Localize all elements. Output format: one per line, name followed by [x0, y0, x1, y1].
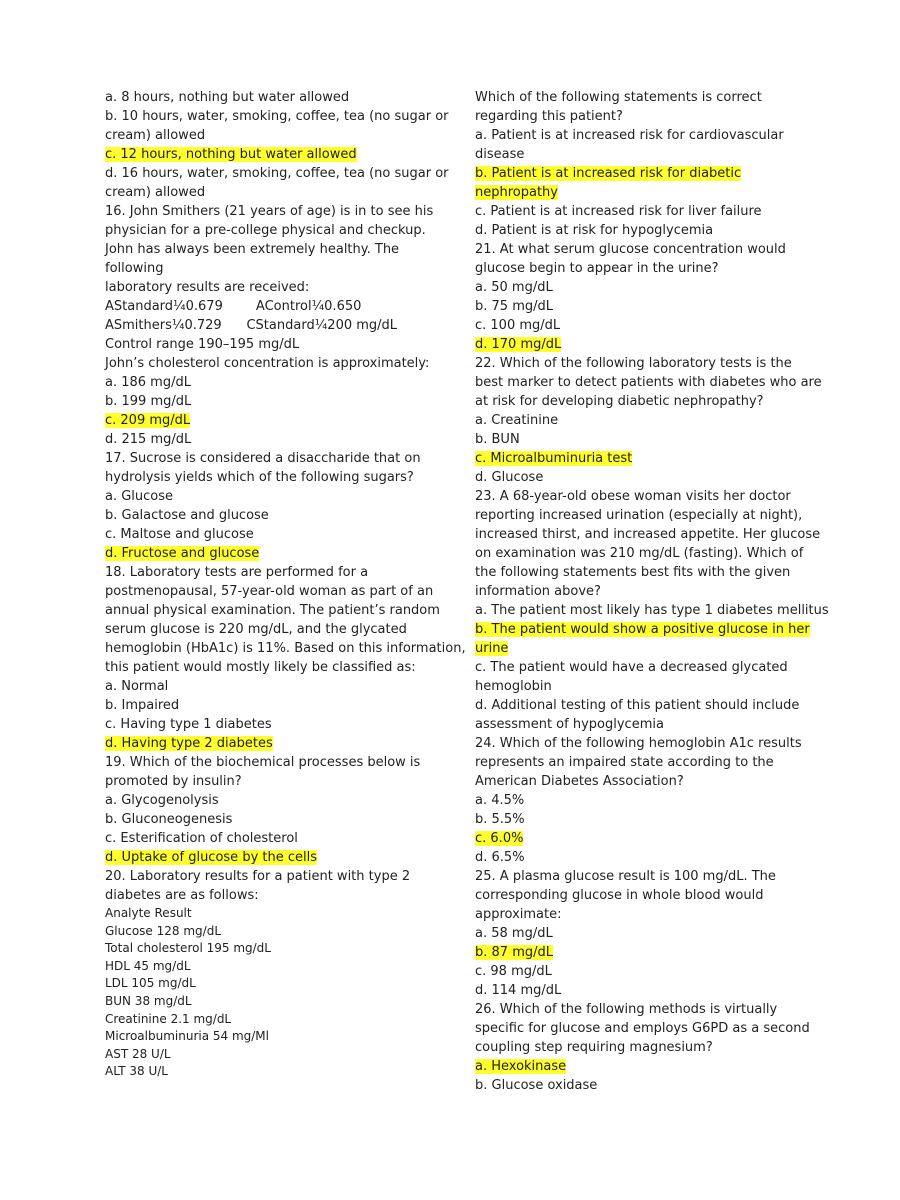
line-text: hemoglobin (HbA1c) is 11%. Based on this information, [105, 641, 466, 656]
text-line [105, 183, 450, 202]
text-line [105, 905, 450, 923]
line-text: 20. Laboratory results for a patient with type 2 [105, 869, 411, 884]
line-text: 21. At what serum glucose concentration would [475, 242, 786, 257]
text-line [475, 1000, 805, 1019]
text-line [105, 734, 450, 753]
line-text: glucose begin to appear in the urine? [475, 261, 719, 276]
text-line [475, 791, 805, 810]
line-text: c. The patient would have a decreased glycated [475, 660, 788, 675]
text-line [475, 107, 805, 126]
text-line [475, 297, 805, 316]
line-text: b. 10 hours, water, smoking, coffee, tea (no sugar or [105, 109, 449, 124]
text-line [475, 316, 805, 335]
line-text: assessment of hypoglycemia [475, 717, 664, 732]
line-text: hemoglobin [475, 679, 552, 694]
line-text: BUN 38 mg/dL [105, 993, 192, 1008]
line-text: Analyte Result [105, 906, 192, 920]
line-text: c. Maltose and glucose [105, 527, 254, 542]
text-line [105, 958, 450, 976]
text-line [475, 183, 805, 202]
line-text: 24. Which of the following hemoglobin A1c results [475, 736, 802, 751]
line-text: b. Gluconeogenesis [105, 812, 233, 827]
line-text: 26. Which of the following methods is virtually [475, 1002, 778, 1017]
line-text: a. 58 mg/dL [475, 926, 553, 941]
line-text: d. 215 mg/dL [105, 432, 192, 447]
text-line [105, 506, 450, 525]
highlighted-answer: c. Microalbuminuria test [475, 451, 633, 466]
line-text: c. Esterification of cholesterol [105, 831, 298, 846]
text-line [105, 259, 450, 278]
text-line [475, 1038, 805, 1057]
text-line [105, 696, 450, 715]
text-line [475, 696, 805, 715]
text-line [475, 202, 805, 221]
line-text: a. Creatinine [475, 413, 559, 428]
line-text: on examination was 210 mg/dL (fasting). Which of [475, 546, 804, 561]
line-text: d. 114 mg/dL [475, 983, 562, 998]
text-line [105, 975, 450, 993]
highlighted-answer: b. The patient would show a positive glucose in her [475, 622, 810, 637]
text-line [475, 848, 805, 867]
line-text: annual physical examination. The patient’s random [105, 603, 440, 618]
text-line [475, 221, 805, 240]
line-text: John’s cholesterol concentration is approximately: [105, 356, 430, 371]
highlighted-answer: c. 6.0% [475, 831, 524, 846]
line-text: hydrolysis yields which of the following sugars? [105, 470, 414, 485]
right-column [475, 88, 829, 1095]
text-line [105, 867, 450, 886]
line-text: 23. A 68-year-old obese woman visits her doctor [475, 489, 791, 504]
text-line [105, 563, 450, 582]
line-text: postmenopausal, 57-year-old woman as part of an [105, 584, 434, 599]
text-line [105, 411, 450, 430]
highlighted-answer: d. Uptake of glucose by the cells [105, 850, 317, 865]
line-text: 25. A plasma glucose result is 100 mg/dL. The [475, 869, 776, 884]
text-line [475, 867, 805, 886]
text-line [475, 1057, 805, 1076]
text-line [475, 449, 805, 468]
line-text: reporting increased urination (especially at night), [475, 508, 803, 523]
text-line [105, 202, 450, 221]
text-line [105, 715, 450, 734]
text-line [105, 601, 450, 620]
line-text: 22. Which of the following laboratory tests is the [475, 356, 792, 371]
line-text: AStandard¼0.679 AControl¼0.650 [105, 299, 362, 314]
line-text: LDL 105 mg/dL [105, 976, 196, 991]
text-line [105, 848, 450, 867]
highlighted-answer: nephropathy [475, 185, 558, 200]
line-text: best marker to detect patients with diabetes who are [475, 375, 822, 390]
text-line [105, 354, 450, 373]
text-line [105, 392, 450, 411]
line-text: increased thirst, and increased appetite. Her glucose [475, 527, 821, 542]
highlighted-answer: b. 87 mg/dL [475, 945, 553, 960]
line-text: Which of the following statements is correct [475, 90, 762, 105]
line-text: ALT 38 U/L [105, 1064, 168, 1079]
line-text: diabetes are as follows: [105, 888, 259, 903]
text-line [475, 544, 805, 563]
line-text: a. Normal [105, 679, 169, 694]
text-line [105, 753, 450, 772]
text-line [105, 940, 450, 958]
line-text: a. Glycogenolysis [105, 793, 219, 808]
text-line [105, 582, 450, 601]
line-text: a. The patient most likely has type 1 diabetes mellitus [475, 603, 829, 618]
line-text: c. 98 mg/dL [475, 964, 552, 979]
text-line [105, 1063, 450, 1081]
text-line [475, 677, 805, 696]
line-text: d. 6.5% [475, 850, 525, 865]
line-text: approximate: [475, 907, 562, 922]
line-text: ASmithers¼0.729 CStandard¼200 mg/dL [105, 318, 398, 333]
highlighted-answer: c. 12 hours, nothing but water allowed [105, 147, 357, 162]
line-text: d. Glucose [475, 470, 544, 485]
text-line [105, 677, 450, 696]
left-column [105, 88, 466, 1081]
text-line [475, 829, 805, 848]
text-line [105, 791, 450, 810]
line-text: d. Patient is at risk for hypoglycemia [475, 223, 714, 238]
text-line [475, 639, 805, 658]
text-line [105, 126, 450, 145]
text-line [105, 316, 450, 335]
line-text: American Diabetes Association? [475, 774, 684, 789]
text-line [105, 1028, 450, 1046]
line-text: c. Having type 1 diabetes [105, 717, 272, 732]
line-text: regarding this patient? [475, 109, 623, 124]
text-line [105, 829, 450, 848]
line-text: d. Additional testing of this patient should include [475, 698, 800, 713]
line-text: a. Patient is at increased risk for cardiovascular [475, 128, 784, 143]
line-text: b. BUN [475, 432, 520, 447]
text-line [475, 962, 805, 981]
line-text: cream) allowed [105, 128, 206, 143]
text-line [105, 145, 450, 164]
text-line [475, 506, 805, 525]
text-line [105, 88, 450, 107]
line-text: b. 5.5% [475, 812, 525, 827]
text-line [105, 658, 450, 677]
line-text: disease [475, 147, 525, 162]
highlighted-answer: urine [475, 641, 509, 656]
line-text: a. 186 mg/dL [105, 375, 191, 390]
text-line [105, 221, 450, 240]
line-text: represents an impaired state according to the [475, 755, 774, 770]
text-line [475, 620, 810, 639]
line-text: Total cholesterol 195 mg/dL [105, 941, 271, 956]
line-text: HDL 45 mg/dL [105, 958, 191, 973]
text-line [105, 335, 450, 354]
text-line [475, 753, 805, 772]
line-text: cream) allowed [105, 185, 206, 200]
text-line [475, 240, 805, 259]
line-text: at risk for developing diabetic nephropathy? [475, 394, 764, 409]
text-line [105, 772, 450, 791]
text-line [105, 525, 450, 544]
line-text: AST 28 U/L [105, 1046, 171, 1061]
line-text: c. 100 mg/dL [475, 318, 561, 333]
highlighted-answer: d. 170 mg/dL [475, 337, 562, 352]
text-line [475, 430, 805, 449]
text-line [475, 658, 805, 677]
line-text: John has always been extremely healthy. The [105, 242, 400, 257]
highlighted-answer: a. Hexokinase [475, 1059, 567, 1074]
highlighted-answer: d. Fructose and glucose [105, 546, 260, 561]
text-line [105, 639, 466, 658]
text-line [105, 1011, 450, 1029]
text-line [475, 981, 805, 1000]
text-line [105, 430, 450, 449]
text-line [475, 1019, 810, 1038]
line-text: specific for glucose and employs G6PD as a second [475, 1021, 810, 1036]
text-line [475, 259, 805, 278]
line-text: b. Glucose oxidase [475, 1078, 598, 1093]
text-line [475, 411, 805, 430]
text-line [105, 886, 450, 905]
text-line [475, 582, 805, 601]
text-line [105, 923, 450, 941]
line-text: this patient would mostly likely be classified as: [105, 660, 416, 675]
line-text: serum glucose is 220 mg/dL, and the glycated [105, 622, 407, 637]
text-line [475, 563, 805, 582]
highlighted-answer: c. 209 mg/dL [105, 413, 191, 428]
line-text: Creatinine 2.1 mg/dL [105, 1011, 232, 1026]
text-line [105, 544, 450, 563]
line-text: physician for a pre-college physical and checkup. [105, 223, 426, 238]
line-text: 18. Laboratory tests are performed for a [105, 565, 369, 580]
text-line [475, 943, 805, 962]
text-line [475, 392, 805, 411]
text-line [105, 278, 450, 297]
text-line [105, 620, 450, 639]
line-text: corresponding glucose in whole blood would [475, 888, 764, 903]
text-line [475, 88, 805, 107]
text-line [105, 297, 450, 316]
line-text: 16. John Smithers (21 years of age) is in to see his [105, 204, 434, 219]
line-text: a. 8 hours, nothing but water allowed [105, 90, 350, 105]
line-text: promoted by insulin? [105, 774, 242, 789]
text-line [475, 164, 805, 183]
text-line [475, 601, 829, 620]
line-text: 19. Which of the biochemical processes below is [105, 755, 421, 770]
line-text: 17. Sucrose is considered a disaccharide that on [105, 451, 421, 466]
text-line [105, 993, 450, 1011]
line-text: b. Galactose and glucose [105, 508, 269, 523]
line-text: coupling step requiring magnesium? [475, 1040, 713, 1055]
text-line [475, 924, 805, 943]
text-line [475, 354, 805, 373]
line-text: the following statements best fits with the given [475, 565, 791, 580]
text-line [105, 107, 450, 126]
text-line [475, 525, 821, 544]
line-text: Glucose 128 mg/dL [105, 923, 221, 938]
text-line [475, 734, 805, 753]
line-text: b. Impaired [105, 698, 180, 713]
text-line [475, 886, 805, 905]
line-text: information above? [475, 584, 601, 599]
text-line [475, 1076, 805, 1095]
text-line [475, 278, 805, 297]
text-line [105, 468, 450, 487]
text-line [475, 126, 805, 145]
text-line [105, 487, 450, 506]
text-line [475, 810, 805, 829]
highlighted-answer: b. Patient is at increased risk for diabetic [475, 166, 742, 181]
text-line [105, 240, 450, 259]
text-line [105, 373, 450, 392]
line-text: c. Patient is at increased risk for liver failure [475, 204, 762, 219]
text-line [475, 715, 805, 734]
line-text: Microalbuminuria 54 mg/Ml [105, 1029, 269, 1044]
line-text: Control range 190–195 mg/dL [105, 337, 300, 352]
highlighted-answer: d. Having type 2 diabetes [105, 736, 273, 751]
line-text: laboratory results are received: [105, 280, 310, 295]
text-line [475, 772, 805, 791]
text-line [105, 449, 450, 468]
line-text: b. 75 mg/dL [475, 299, 553, 314]
text-line [475, 335, 805, 354]
line-text: b. 199 mg/dL [105, 394, 192, 409]
text-line [475, 373, 822, 392]
text-line [105, 164, 450, 183]
text-line [475, 145, 805, 164]
text-line [105, 1046, 450, 1064]
line-text: d. 16 hours, water, smoking, coffee, tea (no sugar or [105, 166, 449, 181]
text-line [475, 905, 805, 924]
text-line [475, 468, 805, 487]
line-text: a. 4.5% [475, 793, 525, 808]
line-text: following [105, 261, 164, 276]
text-line [105, 810, 450, 829]
line-text: a. Glucose [105, 489, 174, 504]
line-text: a. 50 mg/dL [475, 280, 553, 295]
text-line [475, 487, 805, 506]
